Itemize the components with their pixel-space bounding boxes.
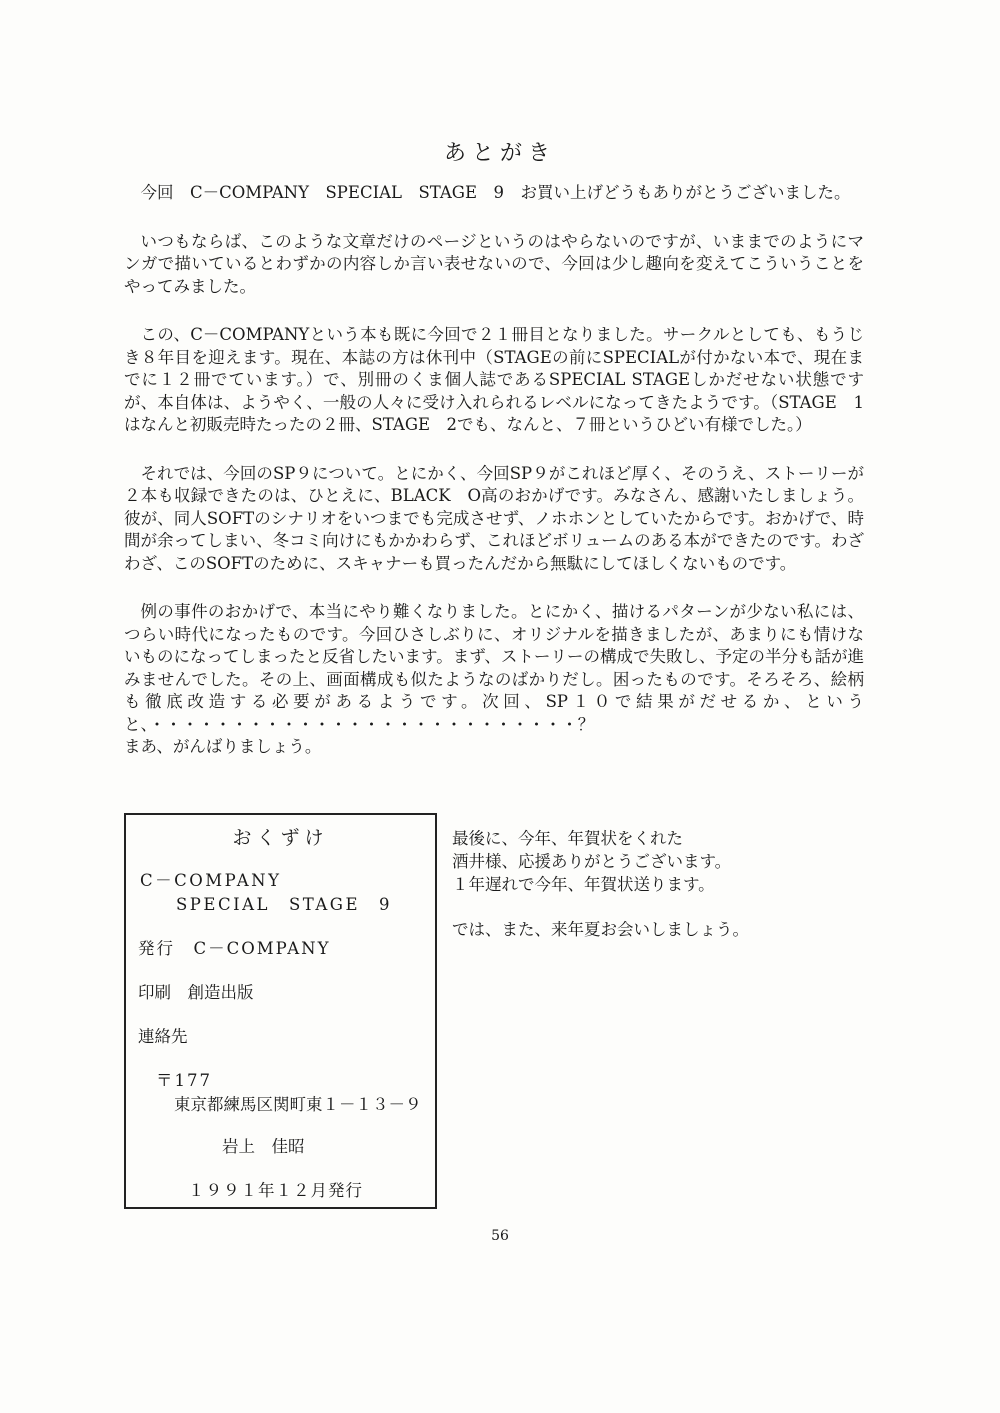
page-number: 56: [491, 1228, 509, 1244]
colophon-contact-label: 連絡先: [138, 1027, 188, 1046]
afterword-paragraph: いつもならば、このような文章だけのページというのはやらないのですが、いままでのようにマンガで描いているとわずかの内容しか言い表せないので、今回は少し趣向を変えてこういうことをやってみました。: [124, 231, 864, 296]
page-title: あとがき: [443, 141, 556, 166]
thanks-line: 最後に、今年、年賀状をくれた: [452, 829, 683, 848]
afterword-paragraph: 今回 C－COMPANY SPECIAL STAGE 9 お買い上げどうもありがとうございました。: [140, 183, 851, 202]
colophon-title: おくずけ: [232, 827, 329, 849]
colophon-name: 岩上 佳昭: [222, 1137, 305, 1156]
thanks-line: １年遅れで今年、年賀状送ります。: [452, 875, 715, 894]
colophon-work-title-line2: SPECIAL STAGE 9: [176, 895, 393, 914]
thanks-line: 酒井様、応援ありがとうございます。: [452, 852, 732, 871]
thanks-note: [452, 827, 852, 941]
colophon-work-title-line1: C－COMPANY: [140, 871, 282, 890]
afterword-closing: まあ、がんばりましょう。: [124, 737, 322, 756]
afterword-body: [124, 182, 881, 759]
colophon-date: １９９１年１２月発行: [188, 1181, 363, 1200]
afterword-paragraph: 例の事件のおかげで、本当にやり難くなりました。とにかく、描けるパターンが少ない私には、つらい時代になったものです。今回ひさしぶりに、オリジナルを描きましたが、あまりにも情けないものになってしまったと反省したいます。まず、ストーリーの構成で失敗し、予定の半分も話が進みませんでした。その上、画面構成も似たようなのばかりだし。困ったものです。そろそろ、絵柄も徹底改造する必要があるようです。次回、SP１０で結果がだせるか、というと、・・・・・・・・・・・・・・・・・・・・・・・・・・？: [124, 602, 864, 734]
colophon-box: [124, 813, 437, 1209]
afterword-paragraph: それでは、今回のSP９について。とにかく、今回SP９がこれほど厚く、そのうえ、ストーリーが２本も収録できたのは、ひとえに、BLACK O高のおかげです。みなさん、感謝いたしましょう。彼が、同人SOFTのシナリオをいつまでも完成させず、ノホホンとしていたからです。おかげで、時間が余ってしまい、冬コミ向けにもかかわらず、これほどボリュームのある本ができたのです。わざわざ、このSOFTのために、スキャナーも買ったんだから無駄にしてほしくないものです。: [124, 463, 864, 573]
colophon-postal-code: 〒177: [156, 1071, 212, 1090]
afterword-paragraph: この、C－COMPANYという本も既に今回で２１冊目となりました。サークルとしても、もうじき８年目を迎えます。現在、本誌の方は休刊中（STAGEの前にSPECIALが付かない本で、現在までに１２冊でています。）で、別冊のくま個人誌であるSPECIAL STAGEしかだせない状態ですが、本自体は、ようやく、一般の人々に受け入れられるレベルになってきたようです。（STAGE 1 はなんと初販売時たったの２冊、STAGE 2でも、なんと、７冊というひどい有様でした。）: [124, 325, 881, 434]
colophon-printer: 印刷 創造出版: [138, 983, 254, 1002]
colophon-publisher: 発行 C－COMPANY: [138, 939, 331, 958]
thanks-line: では、また、来年夏お会いしましょう。: [452, 920, 749, 939]
colophon-address: 東京都練馬区関町東１－１３－９: [174, 1095, 422, 1114]
